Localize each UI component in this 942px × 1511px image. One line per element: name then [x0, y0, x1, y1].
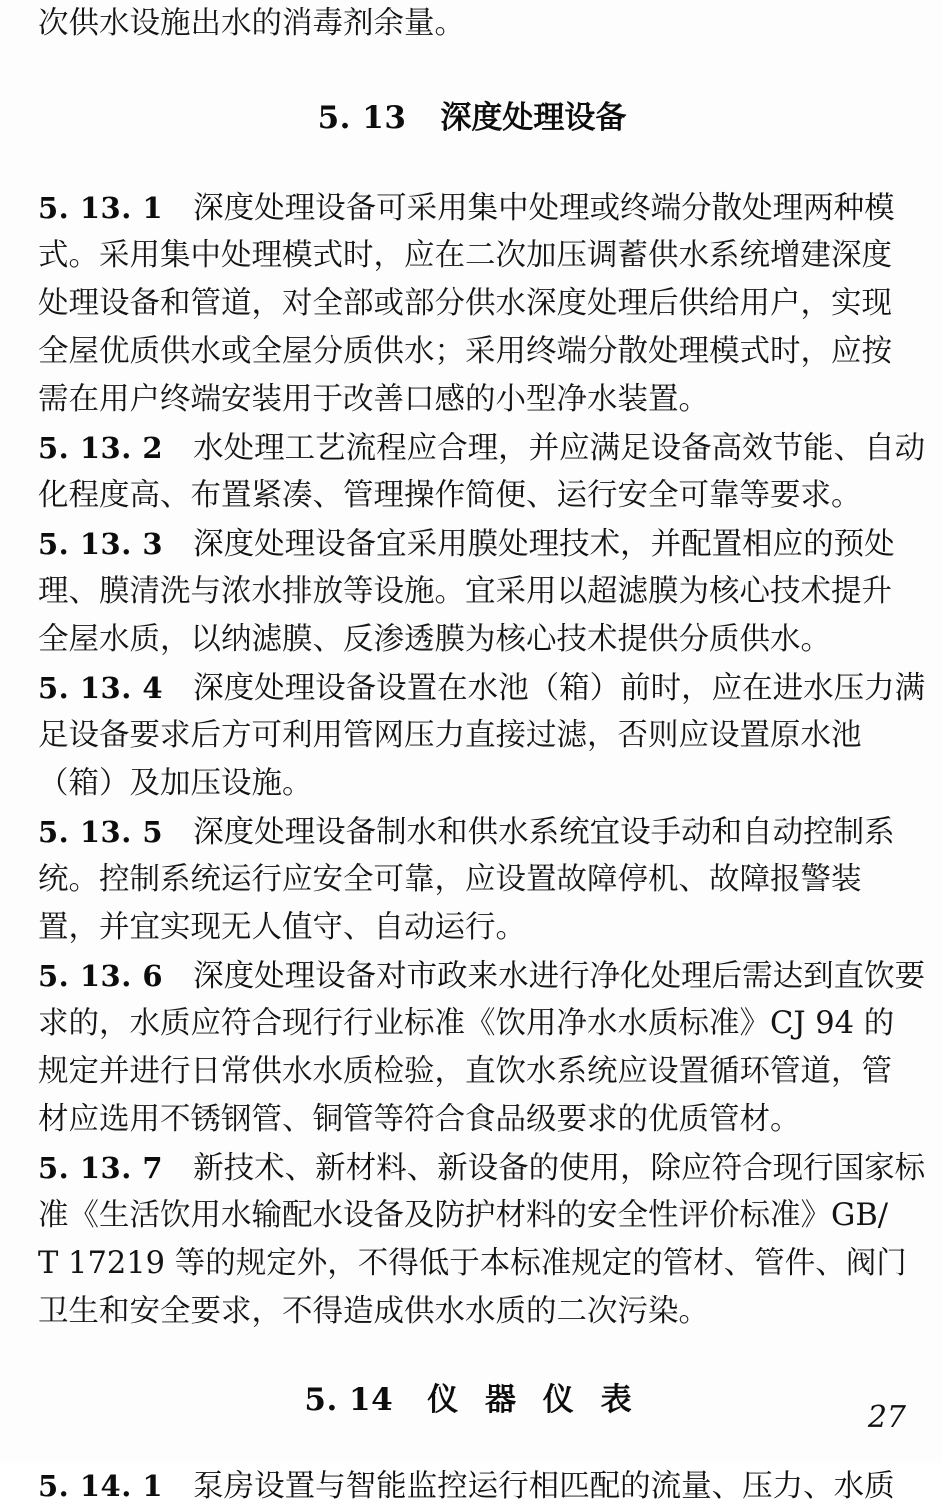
section-heading-5-14	[38, 1376, 906, 1424]
clause-line: 卫生和安全要求，不得造成供水水质的二次污染。	[38, 1294, 709, 1329]
clause-number: 5. 13. 3	[38, 527, 164, 561]
page-content	[38, 0, 926, 1510]
clause-line: 需在用户终端安装用于改善口感的小型净水装置。	[38, 382, 709, 417]
clause-number: 5. 13. 7	[38, 1151, 164, 1185]
clause-text: 深度处理设备设置在水池（箱）前时，应在进水压力满	[193, 671, 926, 706]
spacer	[38, 1424, 906, 1462]
spacer	[38, 142, 906, 184]
clause-line: 全屋水质，以纳滤膜、反渗透膜为核心技术提供分质供水。	[38, 622, 831, 657]
clause-line: 足设备要求后方可利用管网压力直接过滤，否则应设置原水池	[38, 718, 862, 753]
clause-text: 深度处理设备宜采用膜处理技术，并配置相应的预处	[193, 527, 895, 562]
clause-5-13-6-first-line	[38, 952, 926, 1000]
clause-text: 深度处理设备可采用集中处理或终端分散处理两种模	[193, 191, 895, 226]
clause-5-14-1-first-line	[38, 1462, 906, 1510]
section-heading-5-13	[38, 94, 906, 142]
clause-5-13-3-first-line	[38, 520, 906, 568]
clause-line: 理、膜清洗与浓水排放等设施。宜采用以超滤膜为核心技术提升	[38, 574, 892, 609]
clause-number: 5. 13. 1	[38, 191, 164, 225]
clause-text: 水处理工艺流程应合理，并应满足设备高效节能、自动	[193, 431, 926, 466]
clause-line: 统。控制系统运行应安全可靠，应设置故障停机、故障报警装	[38, 862, 862, 897]
clause-line: 求的，水质应符合现行行业标准《饮用净水水质标准》CJ 94 的	[38, 1006, 895, 1041]
clause-5-13-7-first-line	[38, 1144, 926, 1192]
clause-number: 5. 13. 2	[38, 431, 164, 465]
clause-line: 化程度高、布置紧凑、管理操作简便、运行安全可靠等要求。	[38, 478, 862, 513]
carryover-line: 次供水设施出水的消毒剂余量。	[38, 6, 465, 41]
clause-number: 5. 13. 6	[38, 959, 164, 993]
spacer	[38, 1336, 906, 1376]
clause-5-13-5-first-line	[38, 808, 906, 856]
clause-line: 材应选用不锈钢管、铜管等符合食品级要求的优质管材。	[38, 1102, 801, 1137]
clause-line: 式。采用集中处理模式时，应在二次加压调蓄供水系统增建深度	[38, 238, 892, 273]
section-title: 仪 器 仪 表	[427, 1382, 640, 1418]
clause-text: 泵房设置与智能监控运行相匹配的流量、压力、水质	[193, 1469, 895, 1504]
clause-line: 准《生活饮用水输配水设备及防护材料的安全性评价标准》GB/	[38, 1198, 889, 1233]
clause-line: 置，并宜实现无人值守、自动运行。	[38, 910, 526, 945]
clause-text: 新技术、新材料、新设备的使用，除应符合现行国家标	[193, 1151, 926, 1186]
clause-5-13-4-first-line	[38, 664, 926, 712]
clause-line: T 17219 等的规定外，不得低于本标准规定的管材、管件、阀门	[38, 1246, 907, 1281]
clause-5-13-2-first-line	[38, 424, 926, 472]
clause-number: 5. 13. 5	[38, 815, 164, 849]
clause-line: （箱）及加压设施。	[38, 766, 313, 801]
clause-5-13-1-first-line	[38, 184, 906, 232]
clause-number: 5. 13. 4	[38, 671, 164, 705]
section-title: 深度处理设备	[440, 100, 627, 136]
clause-text: 深度处理设备对市政来水进行净化处理后需达到直饮要	[193, 959, 926, 994]
clause-number: 5. 14. 1	[38, 1469, 164, 1503]
clause-text: 深度处理设备制水和供水系统宜设手动和自动控制系	[193, 815, 895, 850]
clause-line: 处理设备和管道，对全部或部分供水深度处理后供给用户，实现	[38, 286, 892, 321]
section-number: 5. 13	[317, 100, 407, 136]
page-number: 27	[867, 1400, 906, 1435]
section-number: 5. 14	[304, 1382, 394, 1418]
spacer	[38, 48, 906, 94]
clause-line: 全屋优质供水或全屋分质供水；采用终端分散处理模式时，应按	[38, 334, 892, 369]
clause-line: 规定并进行日常供水水质检验，直饮水系统应设置循环管道，管	[38, 1054, 892, 1089]
